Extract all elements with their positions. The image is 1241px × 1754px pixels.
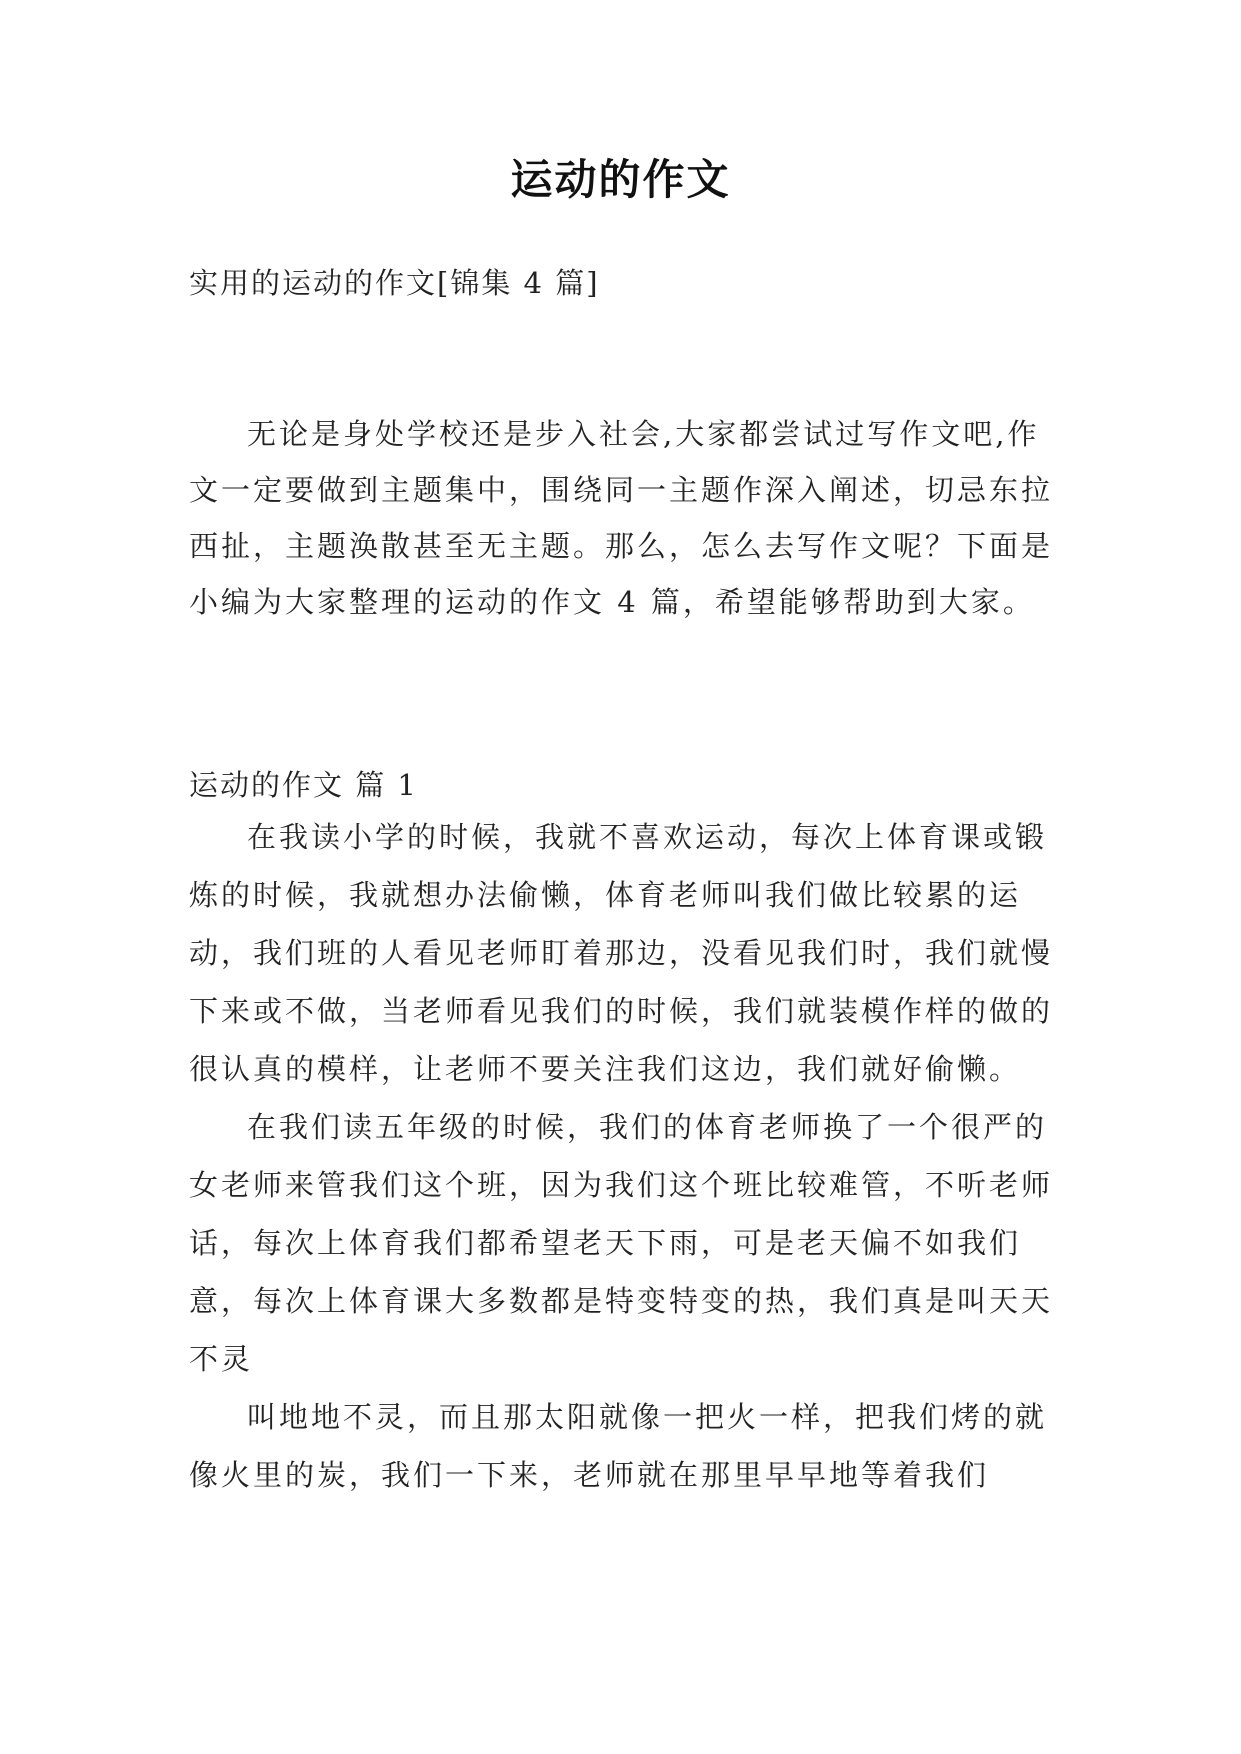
document-title: 运动的作文: [510, 155, 731, 204]
essay-paragraph: 叫地地不灵，而且那太阳就像一把火一样，把我们烤的就像火里的炭，我们一下来，老师就在那里早早地等着我们: [189, 1400, 1048, 1492]
document-subtitle: 实用的运动的作文[锦集 4 篇]: [189, 266, 600, 300]
essay-paragraph: 在我们读五年级的时候，我们的体育老师换了一个很严的女老师来管我们这个班，因为我们这个班比较难管，不听老师话，每次上体育我们都希望老天下雨，可是老天偏不如我们意，每次上体育课大多数都是特变特变的热，我们真是叫天天不灵: [189, 1110, 1054, 1376]
essay-paragraph: 在我读小学的时候，我就不喜欢运动，每次上体育课或锻炼的时候，我就想办法偷懒，体育老师叫我们做比较累的运动，我们班的人看见老师盯着那边，没看见我们时，我们就慢下来或不做，当老师看见我们的时候，我们就装模作样的做的很认真的模样，让老师不要关注我们这边，我们就好偷懒。: [189, 820, 1054, 1086]
essay-body: [189, 808, 1059, 1504]
intro-section: [189, 406, 1059, 630]
section-heading: 运动的作文 篇 1: [189, 768, 418, 802]
intro-paragraph: 无论是身处学校还是步入社会,大家都尝试过写作文吧,作文一定要做到主题集中，围绕同一主题作深入阐述，切忌东拉西扯，主题涣散甚至无主题。那么，怎么去写作文呢？下面是小编为大家整理的运动的作文 4 篇，希望能够帮助到大家。: [189, 417, 1054, 619]
